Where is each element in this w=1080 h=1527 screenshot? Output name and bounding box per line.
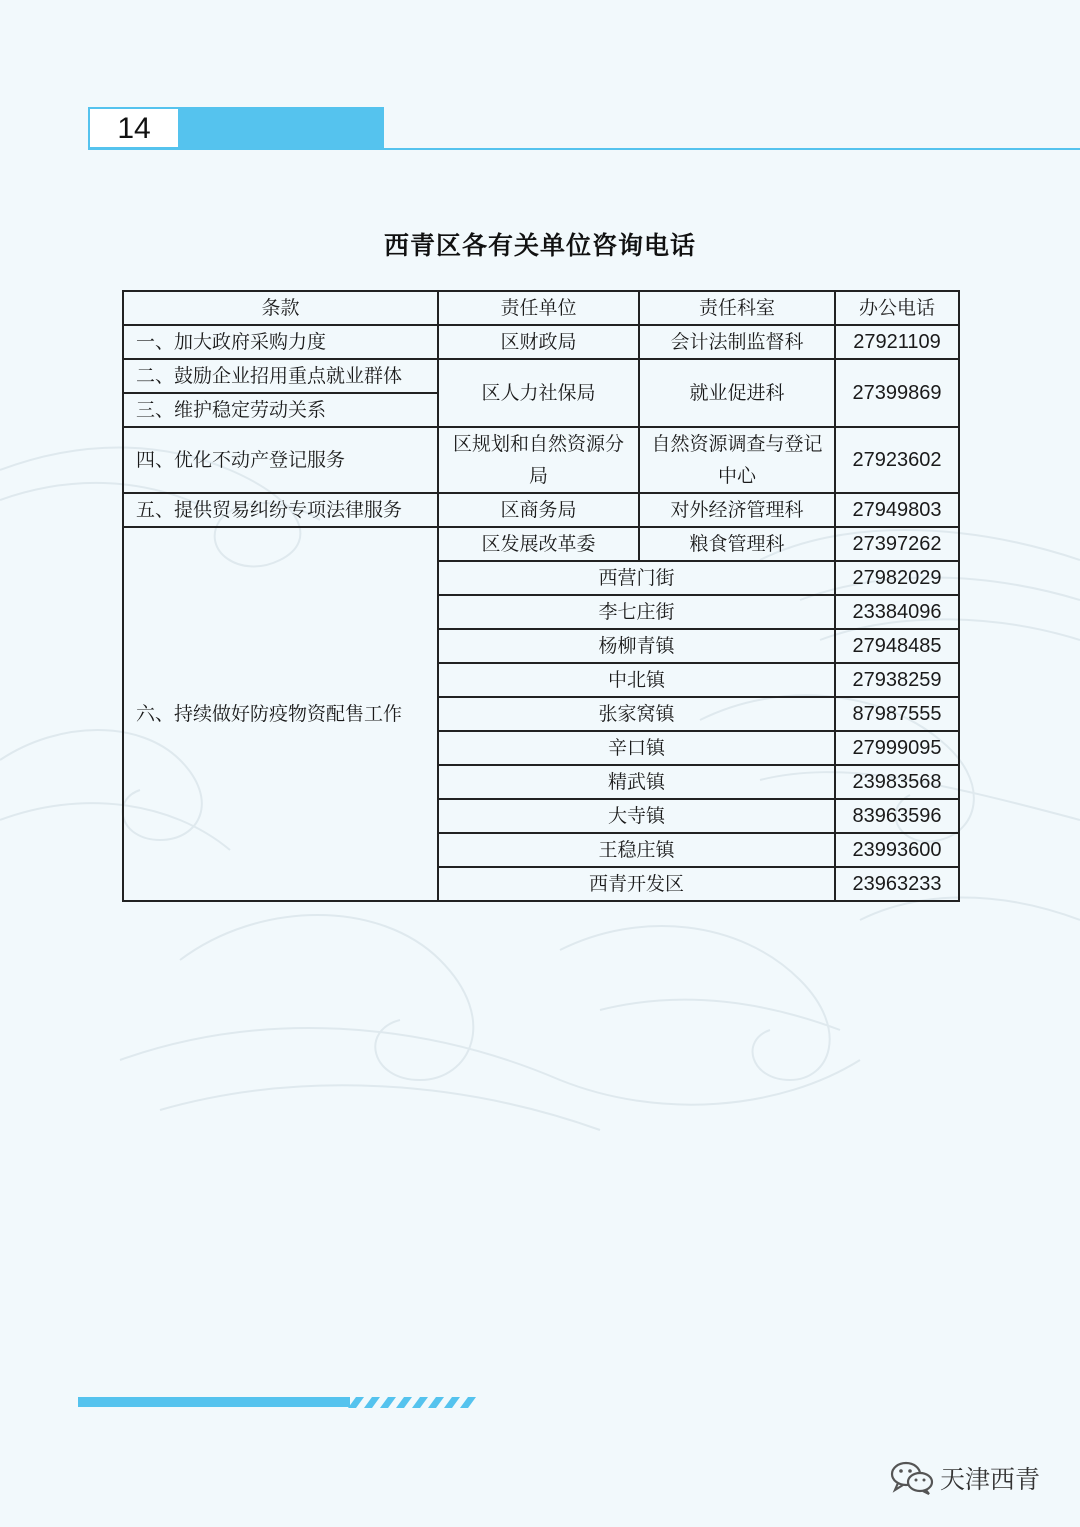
office-cell: 就业促进科 bbox=[639, 359, 835, 427]
phone-cell: 27949803 bbox=[835, 493, 959, 527]
table-row bbox=[123, 427, 959, 493]
table-header-row bbox=[123, 291, 959, 325]
clause-cell: 六、持续做好防疫物资配售工作 bbox=[123, 527, 438, 901]
footer-accent-bar bbox=[78, 1397, 350, 1407]
unit-cell: 区发展改革委 bbox=[438, 527, 639, 561]
unit-cell: 大寺镇 bbox=[438, 799, 835, 833]
header-accent-block bbox=[180, 107, 384, 149]
unit-cell: 张家窝镇 bbox=[438, 697, 835, 731]
unit-cell: 杨柳青镇 bbox=[438, 629, 835, 663]
unit-cell: 区财政局 bbox=[438, 325, 639, 359]
wechat-icon bbox=[890, 1461, 934, 1495]
brand-name: 天津西青 bbox=[940, 1465, 1041, 1494]
phone-cell: 27948485 bbox=[835, 629, 959, 663]
unit-cell: 精武镇 bbox=[438, 765, 835, 799]
office-cell: 对外经济管理科 bbox=[639, 493, 835, 527]
phone-cell: 83963596 bbox=[835, 799, 959, 833]
clause-cell: 五、提供贸易纠纷专项法律服务 bbox=[123, 493, 438, 527]
table-row bbox=[123, 359, 959, 393]
page-title: 西青区各有关单位咨询电话 bbox=[383, 231, 696, 260]
office-cell: 粮食管理科 bbox=[639, 527, 835, 561]
header-rule bbox=[88, 148, 1080, 150]
header-clause: 条款 bbox=[123, 291, 438, 325]
clause-cell: 二、鼓励企业招用重点就业群体 bbox=[123, 359, 438, 393]
phone-cell: 27999095 bbox=[835, 731, 959, 765]
contact-table bbox=[122, 290, 960, 902]
unit-cell: 王稳庄镇 bbox=[438, 833, 835, 867]
phone-cell: 23384096 bbox=[835, 595, 959, 629]
clause-cell: 三、维护稳定劳动关系 bbox=[123, 393, 438, 427]
phone-cell: 27397262 bbox=[835, 527, 959, 561]
unit-cell: 西营门街 bbox=[438, 561, 835, 595]
unit-cell: 辛口镇 bbox=[438, 731, 835, 765]
clause-cell: 四、优化不动产登记服务 bbox=[123, 427, 438, 493]
office-cell: 会计法制监督科 bbox=[639, 325, 835, 359]
footer-stripes bbox=[344, 1396, 484, 1410]
table-row bbox=[123, 325, 959, 359]
page-number: 14 bbox=[88, 107, 180, 149]
phone-cell: 23983568 bbox=[835, 765, 959, 799]
table-row bbox=[123, 493, 959, 527]
phone-cell: 27923602 bbox=[835, 427, 959, 493]
unit-cell: 西青开发区 bbox=[438, 867, 835, 901]
unit-cell: 区规划和自然资源分局 bbox=[438, 427, 639, 493]
header-office: 责任科室 bbox=[639, 291, 835, 325]
phone-cell: 87987555 bbox=[835, 697, 959, 731]
office-cell: 自然资源调查与登记中心 bbox=[639, 427, 835, 493]
unit-cell: 区人力社保局 bbox=[438, 359, 639, 427]
header-phone: 办公电话 bbox=[835, 291, 959, 325]
unit-cell: 中北镇 bbox=[438, 663, 835, 697]
phone-cell: 23993600 bbox=[835, 833, 959, 867]
phone-cell: 27982029 bbox=[835, 561, 959, 595]
unit-cell: 区商务局 bbox=[438, 493, 639, 527]
brand-watermark bbox=[890, 1458, 1040, 1498]
clause-cell: 一、加大政府采购力度 bbox=[123, 325, 438, 359]
header-unit: 责任单位 bbox=[438, 291, 639, 325]
unit-cell: 李七庄街 bbox=[438, 595, 835, 629]
phone-cell: 23963233 bbox=[835, 867, 959, 901]
phone-cell: 27938259 bbox=[835, 663, 959, 697]
table-row bbox=[123, 527, 959, 561]
phone-cell: 27399869 bbox=[835, 359, 959, 427]
phone-cell: 27921109 bbox=[835, 325, 959, 359]
